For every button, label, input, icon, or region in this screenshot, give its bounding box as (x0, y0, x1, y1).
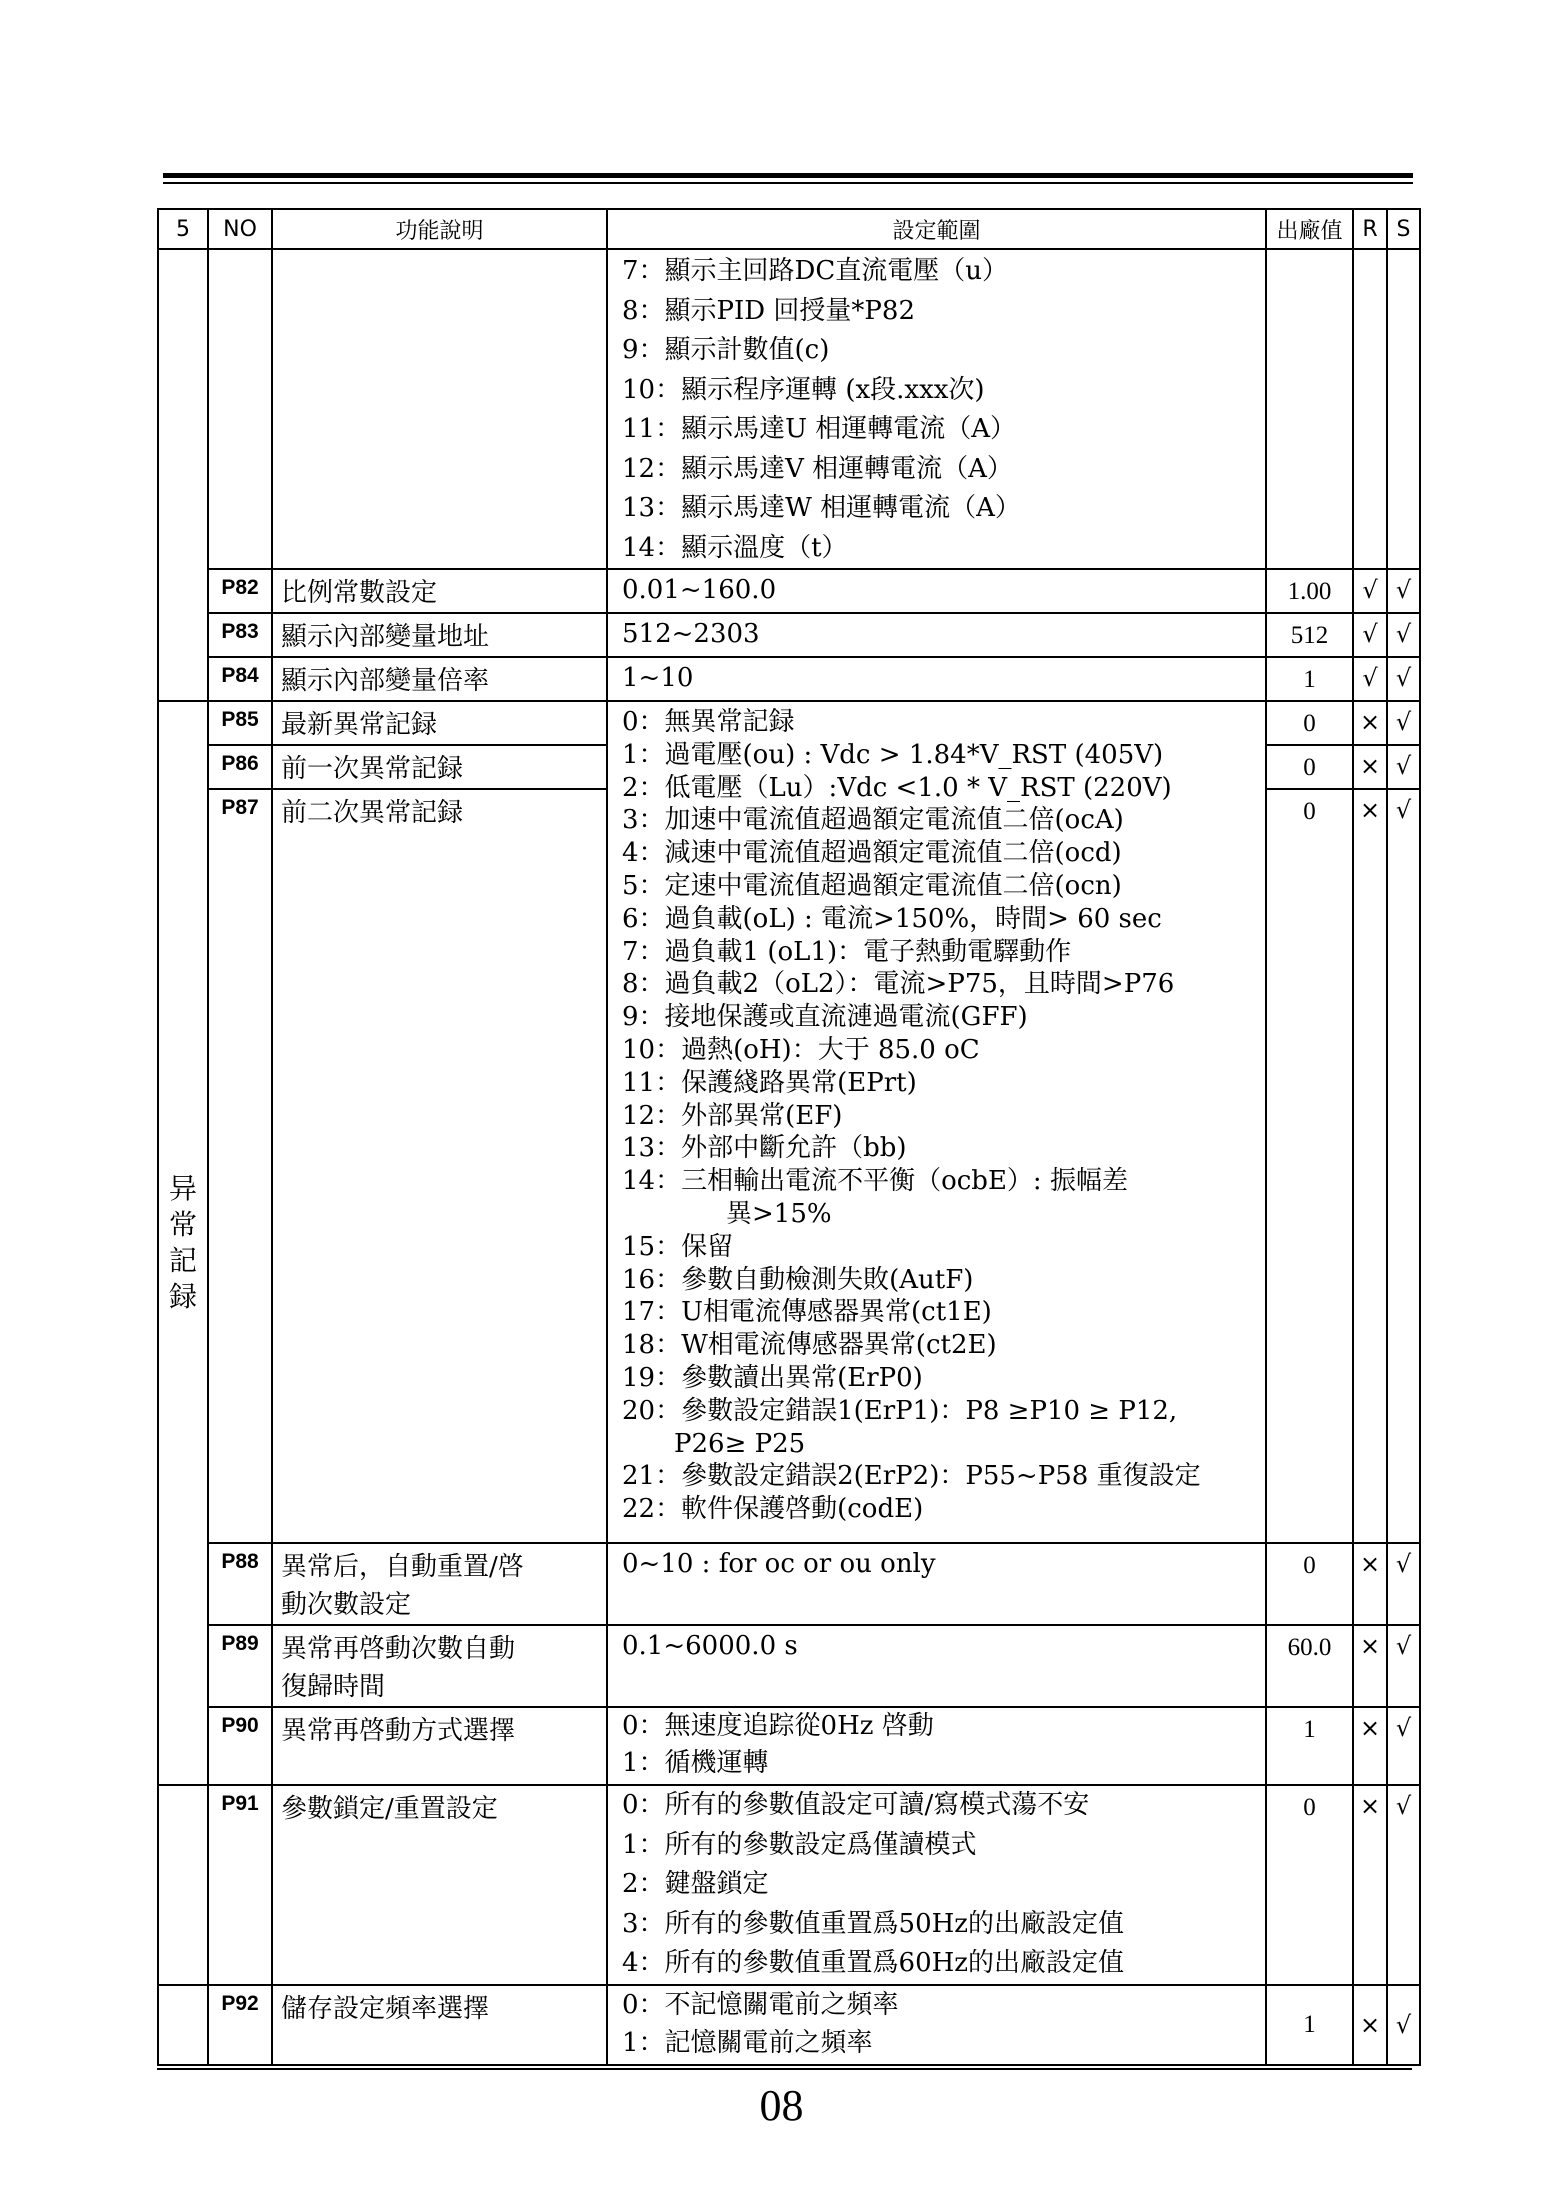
fault-line: 8：過負載2（oL2）：電流>P75，且時間>P76 (622, 969, 1175, 1000)
param-range: 0.1~6000.0 s (607, 1625, 1266, 1707)
param-function: 異常再啓動次數自動 復歸時間 (272, 1625, 607, 1707)
table-row-p85 (158, 701, 1420, 745)
table-row-p82 (158, 569, 1420, 613)
fault-line: 3：加速中電流值超過額定電流值二倍(ocA) (622, 805, 1124, 836)
param-range: 512~2303 (607, 613, 1266, 657)
table-row-p90 (158, 1707, 1420, 1785)
header-function: 功能說明 (272, 209, 607, 249)
top-rule-thick (163, 173, 1413, 178)
s-check-icon: √ (1387, 789, 1420, 1543)
bottom-rule (157, 2068, 1412, 2070)
table-row-p84 (158, 657, 1420, 701)
s-check-icon: √ (1387, 701, 1420, 745)
r-cell (1353, 249, 1387, 569)
fault-line: 1：過電壓(ou) : Vdc > 1.84*V_RST (405V) (622, 739, 1164, 770)
table-row-p92 (158, 1985, 1420, 2065)
table-row (158, 249, 1420, 569)
r-cross-icon: × (1353, 1543, 1387, 1625)
fault-line: 17：U相電流傳感器異常(ct1E) (622, 1297, 992, 1328)
param-default: 0 (1266, 1543, 1353, 1625)
table-row-p89 (158, 1625, 1420, 1707)
r-cross-icon: × (1353, 745, 1387, 789)
page-number: 08 (759, 2081, 804, 2130)
param-default: 60.0 (1266, 1625, 1353, 1707)
fault-line: 15：保留 (622, 1231, 734, 1262)
r-cross-icon: × (1353, 1625, 1387, 1707)
param-no: P87 (208, 789, 272, 1543)
param-function: 前一次異常記録 (272, 745, 607, 789)
param-no: P89 (208, 1625, 272, 1707)
category-cell-empty (158, 1985, 208, 2065)
range-line: 11：顯示馬達U 相運轉電流（A） (622, 414, 1017, 444)
range-line: 7：顯示主回路DC直流電壓（u） (622, 256, 1009, 286)
param-function: 異常后，自動重置/啓 動次數設定 (272, 1543, 607, 1625)
fault-line: 7：過負載1 (oL1)：電子熱動電驛動作 (622, 936, 1072, 967)
r-cross-icon: × (1353, 1707, 1387, 1785)
fault-line: 14：三相輸出電流不平衡（ocbE）: 振幅差 (622, 1166, 1128, 1197)
param-no: P88 (208, 1543, 272, 1625)
range-cell (607, 249, 1266, 569)
fault-line: 19：參數讀出異常(ErP0) (622, 1362, 923, 1393)
range-line: 8：顯示PID 回授量*P82 (622, 295, 915, 326)
header-range: 設定範圍 (607, 209, 1266, 249)
fault-line: 2：低電壓（Lu）:Vdc <1.0 * V_RST (220V) (622, 772, 1172, 803)
header-default: 出廠值 (1266, 209, 1353, 249)
category-fault-record: 异 常 記 録 (158, 701, 208, 1785)
param-function: 比例常數設定 (272, 569, 607, 613)
param-no: P83 (208, 613, 272, 657)
r-cross-icon: × (1353, 1785, 1387, 1985)
fault-code-list (607, 701, 1266, 1543)
fault-line: 4：減速中電流值超過額定電流值二倍(ocd) (622, 838, 1122, 869)
table-row-p83 (158, 613, 1420, 657)
s-check-icon: √ (1387, 1543, 1420, 1625)
param-function: 儲存設定頻率選擇 (272, 1985, 607, 2065)
param-range: 0.01~160.0 (607, 569, 1266, 613)
parameter-table (157, 208, 1421, 2066)
param-no: P85 (208, 701, 272, 745)
fault-line: 9：接地保護或直流漣過電流(GFF) (622, 1002, 1028, 1033)
header-category: 5 (158, 209, 208, 249)
param-default: 1 (1266, 657, 1353, 701)
param-default: 512 (1266, 613, 1353, 657)
s-check-icon: √ (1387, 745, 1420, 789)
range-line: 13：顯示馬達W 相運轉電流（A） (622, 493, 1021, 523)
param-no: P92 (208, 1985, 272, 2065)
header-r: R (1353, 209, 1387, 249)
category-cell-display (158, 249, 208, 701)
s-check-icon: √ (1387, 1985, 1420, 2065)
fault-line: 13：外部中斷允許（bb) (622, 1133, 907, 1164)
fault-line: 5：定速中電流值超過額定電流值二倍(ocn) (622, 870, 1122, 901)
table-header-row (158, 209, 1420, 249)
category-cell-empty (158, 1785, 208, 1985)
fault-line: 12：外部異常(EF) (622, 1100, 843, 1131)
s-check-icon: √ (1387, 657, 1420, 701)
r-cross-icon: × (1353, 1985, 1387, 2065)
s-check-icon: √ (1387, 569, 1420, 613)
s-check-icon: √ (1387, 613, 1420, 657)
fault-line: 10：過熱(oH)：大于 85.0 oC (622, 1034, 980, 1065)
param-no: P82 (208, 569, 272, 613)
param-default: 0 (1266, 789, 1353, 1543)
s-cell (1387, 249, 1420, 569)
fault-line: P26≥ P25 (622, 1428, 806, 1459)
s-check-icon: √ (1387, 1707, 1420, 1785)
fault-line: 0：無異常記録 (622, 707, 795, 737)
param-function: 顯示內部變量地址 (272, 613, 607, 657)
param-function: 參數鎖定/重置設定 (272, 1785, 607, 1985)
r-check-icon: √ (1353, 569, 1387, 613)
fault-line: 20：參數設定錯誤1(ErP1)：P8 ≥P10 ≥ P12, (622, 1395, 1178, 1426)
fault-line: 11：保護綫路異常(EPrt) (622, 1067, 917, 1098)
param-no: P91 (208, 1785, 272, 1985)
fault-line: 21：參數設定錯誤2(ErP2)：P55~P58 重復設定 (622, 1461, 1201, 1492)
fault-line: 異>15% (622, 1198, 832, 1229)
param-range: 0：無速度追踪從0Hz 啓動 1：循機運轉 (607, 1707, 1266, 1785)
range-line: 14：顯示溫度（t） (622, 532, 848, 563)
param-default: 1 (1266, 1985, 1353, 2065)
param-range: 0：所有的參數值設定可讀/寫模式蕩不安 1：所有的參數設定爲僅讀模式 2：鍵盤鎖定 3：所有的參數值重置爲50Hz的出廠設定值 4：所有的參數值重置爲60Hz的出廠設定值 (607, 1785, 1266, 1985)
fault-line: 6：過負載(oL) : 電流>150%，時間> 60 sec (622, 903, 1162, 934)
range-line: 9：顯示計數值(c) (622, 335, 830, 365)
param-default: 1.00 (1266, 569, 1353, 613)
param-default: 1 (1266, 1707, 1353, 1785)
param-default: 0 (1266, 1785, 1353, 1985)
default-cell (1266, 249, 1353, 569)
table-row-p91 (158, 1785, 1420, 1985)
no-cell (208, 249, 272, 569)
r-cross-icon: × (1353, 789, 1387, 1543)
fault-line: 16：參數自動檢測失敗(AutF) (622, 1264, 974, 1295)
r-check-icon: √ (1353, 613, 1387, 657)
param-no: P84 (208, 657, 272, 701)
param-range: 0~10 : for oc or ou only (607, 1543, 1266, 1625)
fault-line: 22：軟件保護啓動(codE) (622, 1494, 924, 1525)
param-range: 0：不記憶關電前之頻率 1：記憶關電前之頻率 (607, 1985, 1266, 2065)
param-function: 異常再啓動方式選擇 (272, 1707, 607, 1785)
param-default: 0 (1266, 745, 1353, 789)
header-no: NO (208, 209, 272, 249)
function-cell (272, 249, 607, 569)
param-function: 前二次異常記録 (272, 789, 607, 1543)
range-line: 10：顯示程序運轉 (x段.xxx次) (622, 374, 985, 405)
s-check-icon: √ (1387, 1625, 1420, 1707)
s-check-icon: √ (1387, 1785, 1420, 1985)
range-line: 12：顯示馬達V 相運轉電流（A） (622, 453, 1013, 484)
param-default: 0 (1266, 701, 1353, 745)
fault-line: 18：W相電流傳感器異常(ct2E) (622, 1330, 997, 1361)
r-check-icon: √ (1353, 657, 1387, 701)
table-row-p88 (158, 1543, 1420, 1625)
param-function: 最新異常記録 (272, 701, 607, 745)
param-no: P86 (208, 745, 272, 789)
r-cross-icon: × (1353, 701, 1387, 745)
header-s: S (1387, 209, 1420, 249)
top-rule-thin (163, 182, 1413, 184)
param-function: 顯示內部變量倍率 (272, 657, 607, 701)
param-range: 1~10 (607, 657, 1266, 701)
param-no: P90 (208, 1707, 272, 1785)
